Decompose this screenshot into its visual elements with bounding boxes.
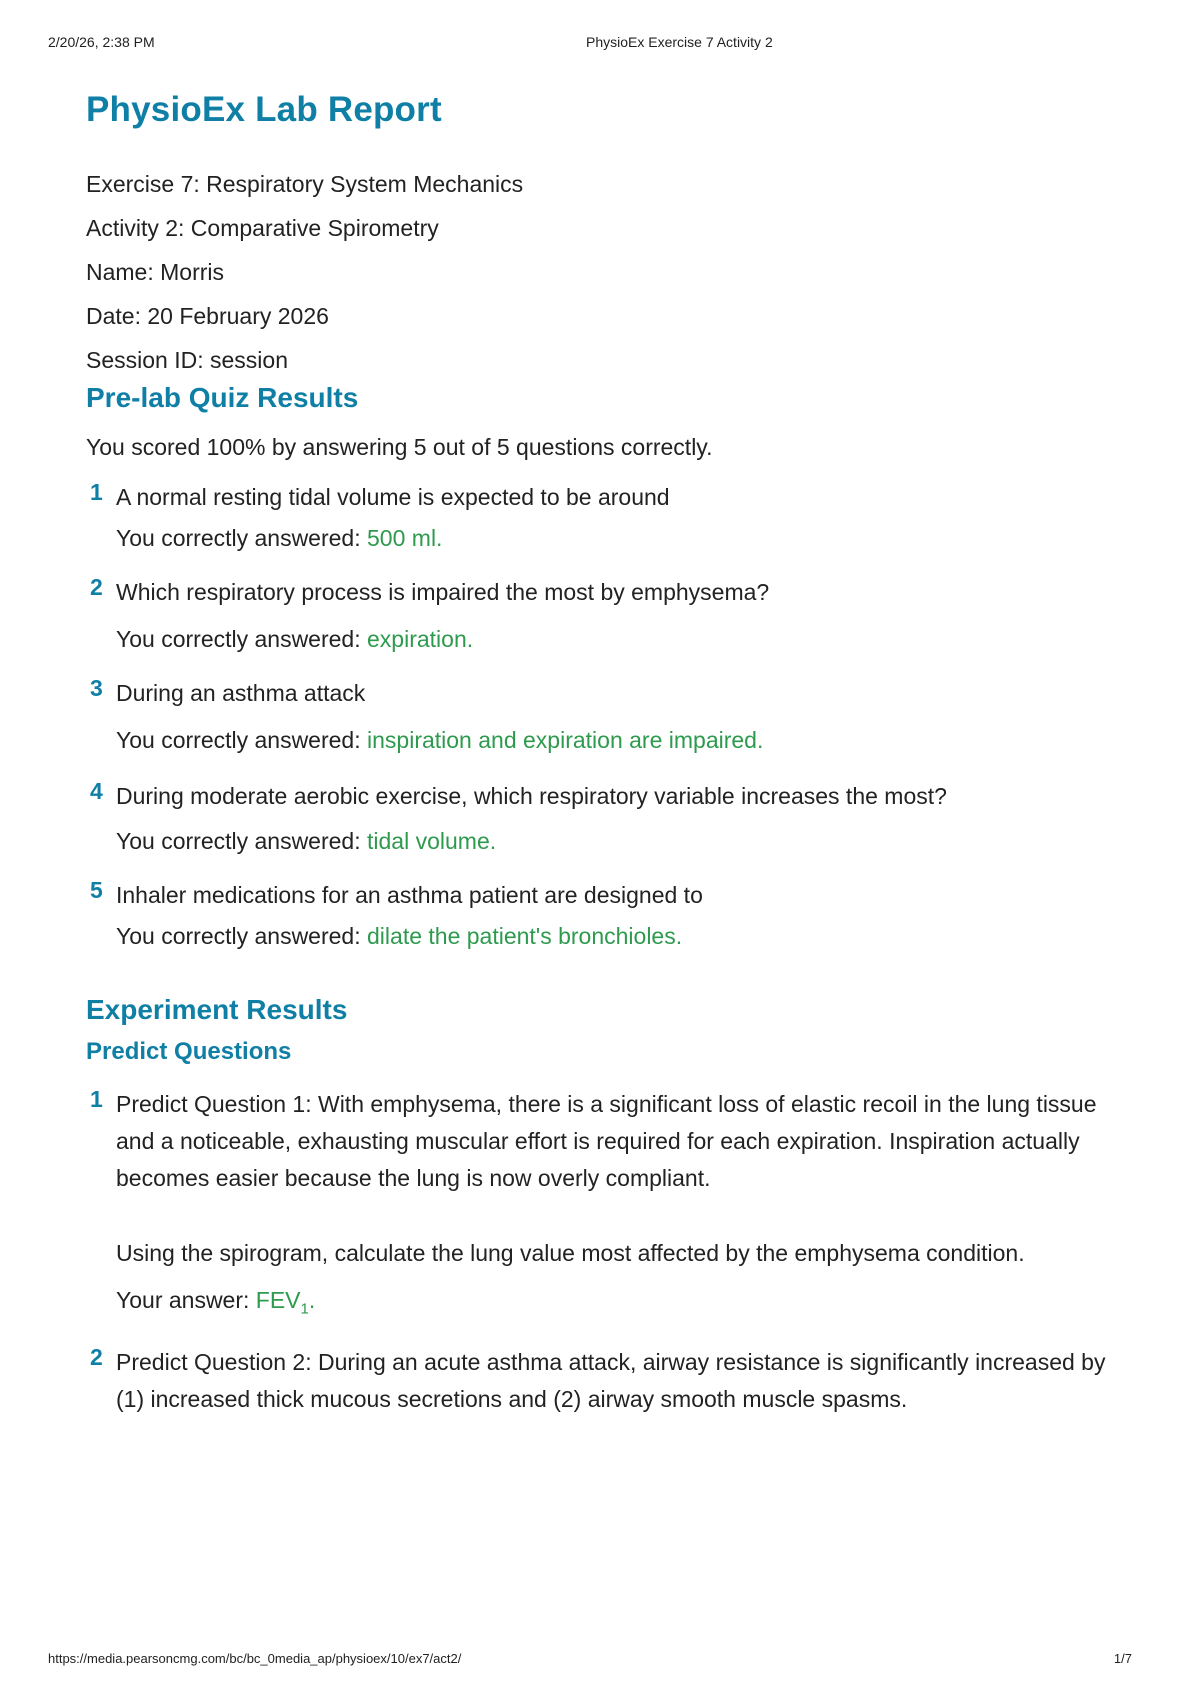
answer-main: FEV xyxy=(255,1287,301,1313)
question-prompt: Using the spirogram, calculate the lung value most affected by the emphysema condition. xyxy=(116,1240,1025,1266)
prelab-question xyxy=(86,479,1126,552)
answer-prefix: You correctly answered: xyxy=(116,923,368,949)
answer-prefix: You correctly answered: xyxy=(116,828,368,854)
answer-value: expiration. xyxy=(367,626,474,652)
prelab-heading: Pre-lab Quiz Results xyxy=(86,382,359,413)
question-number: 4 xyxy=(90,778,103,804)
question-answer xyxy=(116,525,1126,552)
session-line: Session ID: session xyxy=(86,347,288,373)
question-answer xyxy=(116,923,1126,950)
print-header xyxy=(48,34,1152,54)
print-document-title: PhysioEx Exercise 7 Activity 2 xyxy=(586,34,773,50)
prelab-question xyxy=(86,574,1126,653)
date-line: Date: 20 February 2026 xyxy=(86,303,329,329)
page-url: https://media.pearsoncmg.com/bc/bc_0media_ap/physioex/10/ex7/act2/ xyxy=(48,1651,462,1666)
predict-question xyxy=(86,1086,1126,1318)
question-answer xyxy=(116,828,1126,855)
prelab-question xyxy=(86,877,1126,950)
question-number: 1 xyxy=(90,479,103,505)
experiment-heading: Experiment Results xyxy=(86,994,348,1025)
question-text: Predict Question 2: During an acute asthma attack, airway resistance is significantly increased by (1) increased thick mucous secretions and (2) airway smooth muscle spasms. xyxy=(116,1348,1106,1412)
answer-value: inspiration and expiration are impaired. xyxy=(367,727,764,753)
report-content xyxy=(86,90,1126,1418)
question-text: During an asthma attack xyxy=(116,680,366,706)
answer-value: tidal volume. xyxy=(367,828,497,854)
question-number: 2 xyxy=(90,574,103,600)
answer-prefix: Your answer: xyxy=(116,1287,256,1313)
answer-prefix: You correctly answered: xyxy=(116,727,368,753)
question-answer xyxy=(116,727,1126,754)
name-line: Name: Morris xyxy=(86,259,225,285)
exercise-line: Exercise 7: Respiratory System Mechanics xyxy=(86,171,524,197)
print-footer xyxy=(48,1651,1152,1671)
prelab-question xyxy=(86,675,1126,754)
answer-prefix: You correctly answered: xyxy=(116,626,368,652)
question-text: Which respiratory process is impaired the most by emphysema? xyxy=(116,579,770,605)
prelab-score: You scored 100% by answering 5 out of 5 questions correctly. xyxy=(86,434,713,460)
question-text: During moderate aerobic exercise, which respiratory variable increases the most? xyxy=(116,783,947,809)
prelab-question xyxy=(86,778,1126,855)
page-number: 1/7 xyxy=(1113,1651,1132,1666)
question-text: Predict Question 1: With emphysema, there is a significant loss of elastic recoil in the lung tissue and a noticeable, exhausting muscular effort is required for each expiration. Inspiration actually becomes easier because the lung is now overly compliant. xyxy=(116,1091,1097,1191)
question-answer xyxy=(116,626,1126,653)
answer-value: dilate the patient's bronchioles. xyxy=(367,923,683,949)
question-answer xyxy=(116,1287,1126,1318)
answer-end: . xyxy=(308,1287,316,1313)
question-text: A normal resting tidal volume is expected to be around xyxy=(116,484,670,510)
question-text: Inhaler medications for an asthma patient are designed to xyxy=(116,882,703,908)
report-meta xyxy=(86,162,1126,382)
answer-subscript: 1 xyxy=(300,1300,309,1318)
predict-question xyxy=(86,1344,1126,1418)
question-number: 1 xyxy=(90,1086,103,1112)
activity-line: Activity 2: Comparative Spirometry xyxy=(86,215,439,241)
question-number: 2 xyxy=(90,1343,103,1370)
print-datetime: 2/20/26, 2:38 PM xyxy=(48,34,155,50)
answer-value: 500 ml. xyxy=(367,525,443,551)
predict-heading: Predict Questions xyxy=(86,1038,292,1065)
question-number: 3 xyxy=(90,675,103,701)
question-number: 5 xyxy=(90,877,103,903)
report-title: PhysioEx Lab Report xyxy=(86,90,442,129)
answer-value xyxy=(255,1287,316,1318)
answer-prefix: You correctly answered: xyxy=(116,525,368,551)
